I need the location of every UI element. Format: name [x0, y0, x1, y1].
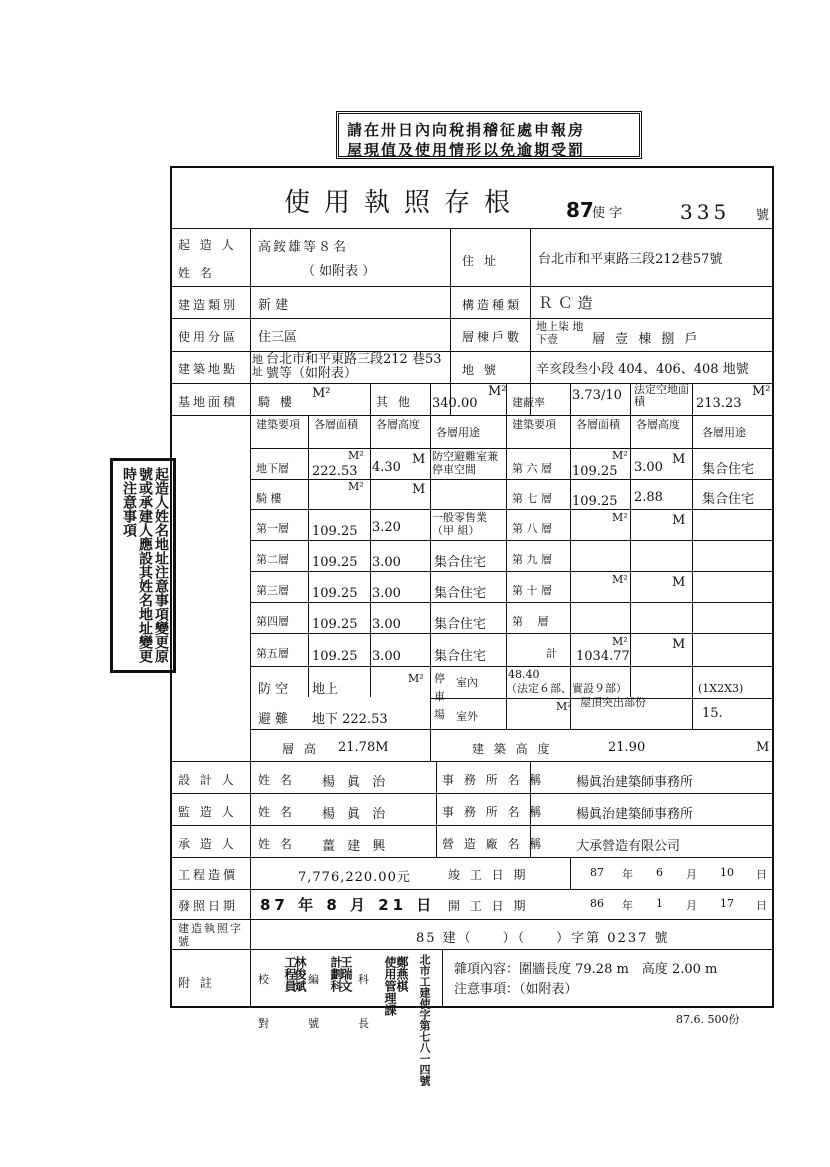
- floor-use: 集合住宅: [702, 462, 755, 477]
- floor-height: 3.20: [372, 520, 401, 535]
- owner-addr-label: 住 址: [462, 254, 499, 268]
- supervisor-name: 楊 眞 治: [322, 807, 390, 822]
- floor-name: 第一層: [256, 522, 289, 535]
- side-notice-stamp: [110, 458, 176, 673]
- lot-label: 地 號: [462, 363, 499, 377]
- floor-area: 109.25: [572, 494, 618, 509]
- unit-m2: M²: [348, 480, 364, 493]
- floor-height: 3.00: [372, 555, 401, 570]
- floor-area: 1034.77: [576, 649, 630, 664]
- contractor-name: 薑 建 興: [322, 839, 390, 854]
- roof-value: (1X2X3): [698, 682, 744, 695]
- hdr-item-r: 建築要項: [512, 418, 556, 431]
- tax-notice-stamp: [336, 111, 642, 159]
- done-month: 6: [656, 866, 663, 879]
- permit-zi: 使 字: [592, 206, 623, 221]
- supervisor-label: 監 造 人: [178, 805, 237, 819]
- supervisor-firm-label: 事 務 所 名 稱: [442, 805, 545, 819]
- unit-m2: M²: [612, 573, 628, 586]
- side-stamp-text: 起造人姓名地址注意事項變更原號或承建人應設其姓名地址變更時注意事項: [121, 467, 169, 663]
- start-month: 1: [656, 897, 663, 910]
- owner-name-label: 姓 名: [178, 266, 215, 280]
- floor-height-total: 21.78M: [338, 740, 389, 755]
- indoor-value: 48.40: [508, 668, 540, 681]
- unit-m2: M²: [348, 449, 364, 462]
- bldg-height-unit: M: [756, 740, 770, 755]
- floor-area: 109.25: [312, 586, 358, 601]
- shelter-above: 地上: [312, 682, 339, 697]
- floor-name: 第 十 層: [512, 584, 552, 597]
- issue-label: 發照日期: [178, 899, 239, 913]
- ratio: 3.73/10: [572, 388, 622, 403]
- other-unit: M²: [488, 384, 507, 399]
- parking-label: 停車場: [434, 672, 445, 721]
- start-year: 86: [590, 897, 604, 910]
- outdoor-unit: M²: [556, 700, 572, 713]
- hdr-height-l: 各層高度: [376, 418, 420, 431]
- done-m: 月: [686, 868, 697, 881]
- floor-use: 集合住宅: [434, 649, 487, 664]
- floor-height-label: 層 高: [282, 742, 319, 756]
- unit-m: M: [412, 452, 426, 467]
- start-d: 日: [756, 899, 767, 912]
- floor-name: 第三層: [256, 584, 289, 597]
- floors-label: 層棟戶數: [462, 330, 523, 344]
- floor-use: 集合住宅: [434, 555, 487, 570]
- arcade-label: 騎 樓: [258, 395, 295, 409]
- hdr-area-r: 各層面積: [576, 418, 620, 431]
- floor-name: 第 六 層: [512, 462, 552, 475]
- legal-unit: M²: [752, 384, 771, 399]
- notice-line-2: 屋現值及使用情形以免逾期受罰: [347, 141, 586, 159]
- stamp-planning-name: 王瑞文: [339, 956, 353, 992]
- lot: 辛亥段叁小段 404、406、408 地號: [536, 362, 749, 377]
- unit-m: M: [672, 452, 686, 467]
- struct-label: 構造種類: [462, 298, 523, 312]
- supervisor-name-label: 姓 名: [258, 805, 295, 819]
- hdr-use-l: 各層用途: [436, 426, 480, 439]
- roof-label: 屋頂突出部份: [580, 696, 646, 709]
- shelter-label-2: 避 難: [258, 712, 289, 727]
- owner-note: （ 如附表 ）: [302, 264, 376, 279]
- ke-label: 科 長: [358, 973, 369, 1030]
- contractor-label: 承 造 人: [178, 837, 237, 851]
- floor-name: 第 九 層: [512, 553, 552, 566]
- designer-label: 設 計 人: [178, 773, 237, 787]
- start-day: 17: [720, 897, 734, 910]
- bldg-height: 21.90: [608, 740, 646, 755]
- floor-height: 3.00: [372, 586, 401, 601]
- permit-value: 85 建（ ）（ ）字第 0237 號: [416, 931, 670, 946]
- legal-area: 213.23: [696, 396, 742, 411]
- contractor-name-label: 姓 名: [258, 837, 295, 851]
- done-d: 日: [756, 868, 767, 881]
- floor-name: 騎 樓: [256, 492, 282, 505]
- unit-m: M: [672, 637, 686, 652]
- outdoor-label: 室外: [456, 710, 478, 723]
- remarks-line-2: 注意事項：（如附表）: [454, 982, 578, 997]
- legal-label: 法定空地面積: [634, 383, 689, 408]
- floor-height: 3.00: [634, 460, 663, 475]
- stamp-permit-no: 北市工建使字第七八一四號: [418, 954, 431, 1086]
- floor-area: 109.25: [312, 555, 358, 570]
- zone: 住三區: [258, 330, 298, 345]
- indoor-note: （法定６部、實設９部）: [506, 682, 627, 695]
- floor-area: 109.25: [312, 524, 358, 539]
- owner-label: 起 造 人: [178, 238, 237, 252]
- floor-name: 第二層: [256, 553, 289, 566]
- floor-height: 4.30: [372, 460, 401, 475]
- permit-number: 335: [680, 200, 731, 224]
- unit-m2: M²: [612, 449, 628, 462]
- owner-addr: 台北市和平東路三段212巷57號: [538, 252, 723, 267]
- done-year: 87: [590, 866, 604, 879]
- start-y: 年: [622, 899, 633, 912]
- done-label: 竣 工 日 期: [448, 868, 529, 882]
- floor-name: 第四層: [256, 615, 289, 628]
- floor-area: 222.53: [312, 464, 358, 479]
- bian-label: 編 號: [308, 973, 319, 1030]
- designer-firm: 楊眞治建築師事務所: [576, 775, 694, 790]
- floors-rest: 層 壹 棟 捌 戶: [592, 332, 701, 347]
- area-label: 基地面積: [178, 395, 239, 409]
- check-label: 校 對: [258, 973, 269, 1030]
- permit-label: 建造執照字號: [178, 922, 243, 948]
- build-type: 新 建: [258, 298, 289, 313]
- print-note: 87.6. 500份: [676, 1013, 740, 1026]
- arcade-unit: M²: [312, 386, 331, 401]
- build-type-label: 建造類別: [178, 298, 239, 312]
- floor-height: 3.00: [372, 649, 401, 664]
- shelter-below: 地下 222.53: [312, 712, 388, 727]
- designer-firm-label: 事 務 所 名 稱: [442, 773, 545, 787]
- hdr-height-r: 各層高度: [636, 418, 680, 431]
- designer-name-label: 姓 名: [258, 773, 295, 787]
- site-prefix: 地址: [252, 353, 263, 378]
- floor-area: 109.25: [312, 617, 358, 632]
- start-m: 月: [686, 899, 697, 912]
- ratio-label: 建蔽率: [512, 396, 545, 409]
- stamp-engineer: 工程員: [283, 956, 297, 992]
- stamp-engineer-name: 林俊斌: [293, 956, 307, 992]
- floor-area: 109.25: [312, 649, 358, 664]
- floor-height: 3.00: [372, 617, 401, 632]
- floor-use: 集合住宅: [702, 492, 755, 507]
- stamp-manage-name: 鄭燕棋: [395, 956, 409, 992]
- owner-name: 高銨雄等８名: [258, 240, 349, 255]
- supervisor-firm: 楊眞治建築師事務所: [576, 807, 694, 822]
- permit-hao: 號: [756, 208, 770, 223]
- hdr-area-l: 各層面積: [314, 418, 358, 431]
- floor-use: 集合住宅: [434, 586, 487, 601]
- unit-m: M: [672, 513, 686, 528]
- floor-use: 一般零售業（甲 組）: [432, 511, 487, 537]
- permit-year: 87: [566, 198, 594, 222]
- indoor-label: 室內: [456, 676, 478, 689]
- other-area: 340.00: [432, 396, 478, 411]
- unit-m: M: [412, 482, 426, 497]
- stamp-planning: 計劃科: [329, 956, 343, 992]
- cost-value: 7,776,220.00元: [298, 870, 411, 885]
- floors: 地上柒 地下壹: [536, 320, 584, 346]
- zone-label: 使用分區: [178, 330, 239, 344]
- issue-date: 87 年 8 月 21 日: [260, 896, 436, 914]
- floor-height: 2.88: [634, 490, 663, 505]
- cost-label: 工程造價: [178, 868, 239, 882]
- roof-area: 15.: [702, 706, 723, 721]
- unit-m2: M²: [612, 511, 628, 524]
- contractor-firm-label: 營 造 廠 名 稱: [442, 837, 545, 851]
- done-day: 10: [720, 866, 734, 879]
- hdr-item-l: 建築要項: [256, 418, 300, 431]
- floor-area: 109.25: [572, 464, 618, 479]
- floor-name: 計: [546, 647, 557, 660]
- notice-line-1: 請在卅日內向稅捐稽征處申報房: [347, 121, 586, 139]
- site-addr: 台北市和平東路三段212 巷53號等（如附表）: [266, 352, 442, 381]
- struct-type: Ｒ Ｃ 造: [538, 294, 593, 312]
- floor-use: 集合住宅: [434, 617, 487, 632]
- stamp-manage: 使用管理課: [383, 956, 397, 1016]
- form-title: 使用執照存根: [284, 188, 525, 218]
- floor-name: 第 七 層: [512, 492, 552, 505]
- bldg-height-label: 建 築 高 度: [472, 742, 553, 756]
- remarks-label: 附 註: [178, 976, 215, 990]
- designer-name: 楊 眞 治: [322, 775, 390, 790]
- remarks-line-1: 雜項內容：圍牆長度 79.28 m 高度 2.00 m: [454, 962, 718, 977]
- unit-m: M: [672, 575, 686, 590]
- contractor-firm: 大承營造有限公司: [576, 839, 681, 854]
- floor-name: 第 層: [512, 615, 549, 628]
- shelter-label-1: 防 空: [258, 682, 289, 697]
- floor-name: 第五層: [256, 647, 289, 660]
- shelter-unit: M²: [408, 672, 424, 685]
- hdr-use-r: 各層用途: [702, 426, 746, 439]
- site-label: 建築地點: [178, 362, 239, 376]
- other-label: 其 他: [376, 395, 413, 409]
- unit-m2: M²: [612, 635, 628, 648]
- floor-name: 地下層: [256, 462, 289, 475]
- start-label: 開 工 日 期: [448, 899, 529, 913]
- done-y: 年: [622, 868, 633, 881]
- floor-name: 第 八 層: [512, 522, 552, 535]
- floor-use: 防空避難室兼停車空間: [432, 450, 498, 476]
